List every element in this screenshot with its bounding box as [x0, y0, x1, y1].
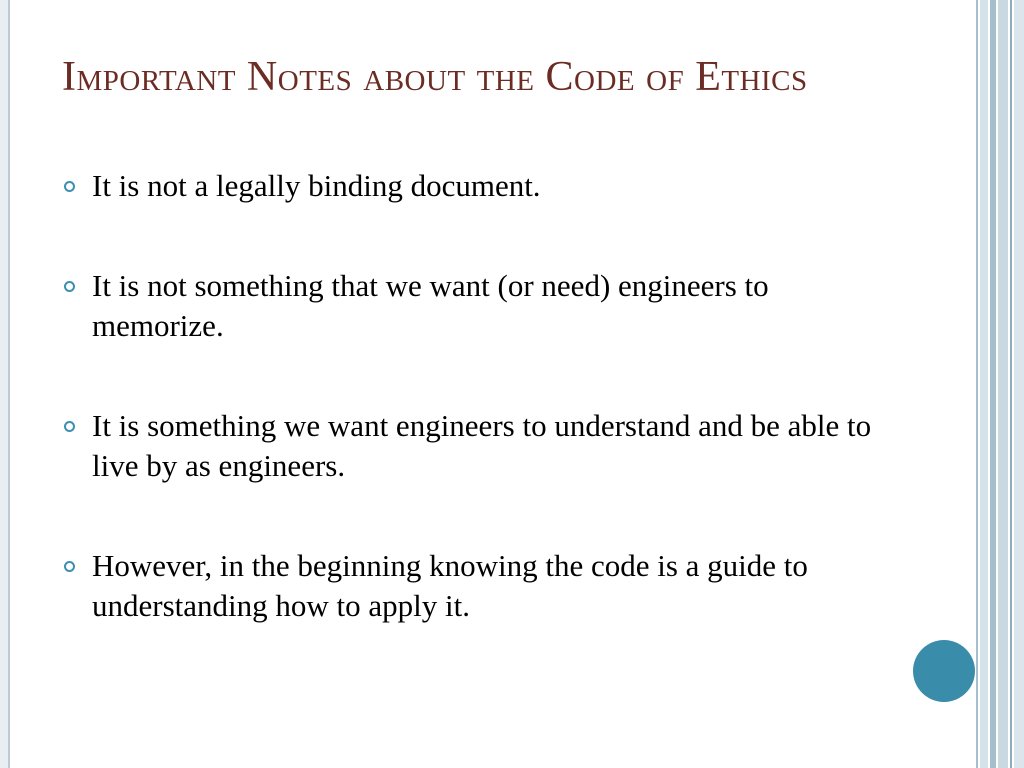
stripe: [980, 0, 988, 768]
stripe: [976, 0, 978, 768]
stripe: [1014, 0, 1024, 768]
bullet-item: [62, 166, 902, 206]
right-decorative-stripes: [976, 0, 1024, 768]
decorative-circle-icon: [913, 640, 975, 702]
bullet-text: It is not a legally binding document.: [92, 168, 541, 203]
stripe: [990, 0, 996, 768]
bullet-circle-icon: [64, 421, 75, 432]
stripe: [998, 0, 1008, 768]
bullet-text: However, in the beginning knowing the code is a guide to understanding how to apply it.: [92, 548, 808, 623]
bullet-text: It is something we want engineers to understand and be able to live by as engineers.: [92, 408, 872, 483]
bullet-circle-icon: [64, 181, 75, 192]
left-border-strip: [0, 0, 10, 768]
slide-title: Important Notes about the Code of Ethics: [62, 54, 808, 100]
bullet-text: It is not something that we want (or need) engineers to memorize.: [92, 268, 769, 343]
bullet-list: [62, 166, 902, 626]
bullet-item: [62, 406, 902, 486]
bullet-item: [62, 266, 902, 346]
bullet-circle-icon: [64, 281, 75, 292]
bullet-item: [62, 546, 902, 626]
stripe: [1010, 0, 1012, 768]
bullet-circle-icon: [64, 561, 75, 572]
